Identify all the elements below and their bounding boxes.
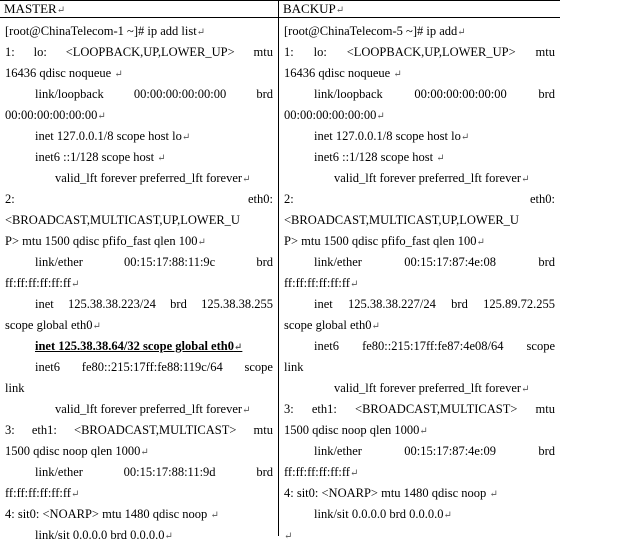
line-word: mtu bbox=[535, 402, 555, 416]
master-line bbox=[5, 21, 273, 42]
line-text: [root@ChinaTelecom-1 ~]# ip add list bbox=[5, 24, 197, 38]
line-text: valid_lft forever preferred_lft forever bbox=[55, 171, 243, 185]
line-word: link/ether bbox=[35, 465, 83, 479]
line-word: link/ether bbox=[314, 444, 362, 458]
line-text: inet6 ::1/128 scope host bbox=[314, 150, 434, 164]
line-word: 3: bbox=[5, 423, 15, 437]
backup-line bbox=[284, 399, 555, 420]
line-word: <BROADCAST,MULTICAST> bbox=[355, 402, 518, 416]
line-word: 00:15:17:88:11:9d bbox=[123, 465, 216, 479]
master-header bbox=[0, 1, 278, 18]
line-word: lo: bbox=[33, 45, 47, 59]
line-text: ff:ff:ff:ff:ff:ff bbox=[5, 276, 71, 290]
paragraph-mark: ↵ bbox=[197, 237, 206, 248]
backup-line bbox=[284, 462, 555, 483]
master-line bbox=[5, 441, 273, 462]
backup-line bbox=[284, 504, 555, 525]
line-word: mtu bbox=[535, 45, 555, 59]
backup-line bbox=[284, 357, 555, 378]
backup-body bbox=[279, 18, 560, 546]
line-word: mtu bbox=[253, 423, 273, 437]
paragraph-mark: ↵ bbox=[70, 489, 80, 500]
paragraph-mark: ↵ bbox=[521, 174, 530, 185]
paragraph-mark: ↵ bbox=[284, 531, 293, 542]
line-text: 4: sit0: <NOARP> mtu 1480 qdisc noop bbox=[284, 486, 487, 500]
backup-line bbox=[284, 42, 555, 63]
paragraph-mark: ↵ bbox=[457, 27, 466, 38]
line-text: P> mtu 1500 qdisc pfifo_fast qlen 100 bbox=[284, 234, 477, 248]
paragraph-mark: ↵ bbox=[349, 279, 359, 290]
line-text: 16436 qdisc noqueue bbox=[284, 66, 391, 80]
paragraph-mark: ↵ bbox=[181, 132, 191, 143]
master-column bbox=[0, 1, 279, 542]
line-text: <BROADCAST,MULTICAST,UP,LOWER_U bbox=[5, 213, 240, 227]
line-word: <BROADCAST,MULTICAST> bbox=[74, 423, 237, 437]
line-word: scope bbox=[244, 360, 273, 374]
line-word: 00:15:17:88:11:9c bbox=[124, 255, 216, 269]
line-text: inet 127.0.0.1/8 scope host lo bbox=[314, 129, 461, 143]
line-word: brd bbox=[538, 444, 555, 458]
paragraph-mark: ↵ bbox=[140, 447, 149, 458]
line-word: 2: bbox=[5, 192, 15, 206]
backup-line bbox=[284, 84, 555, 105]
line-text: link bbox=[284, 360, 304, 374]
line-text: inet 127.0.0.1/8 scope host lo bbox=[35, 129, 182, 143]
master-line bbox=[5, 231, 273, 252]
paragraph-mark: ↵ bbox=[521, 384, 530, 395]
line-text: <BROADCAST,MULTICAST,UP,LOWER_U bbox=[284, 213, 519, 227]
line-word: lo: bbox=[313, 45, 327, 59]
line-word: 00:00:00:00:00:00 bbox=[414, 87, 507, 101]
master-line-highlight bbox=[5, 336, 273, 357]
line-word: 125.38.38.223/24 bbox=[68, 297, 156, 311]
backup-line bbox=[284, 210, 555, 231]
line-word: <LOOPBACK,UP,LOWER_UP> bbox=[65, 45, 235, 59]
backup-line bbox=[284, 168, 555, 189]
paragraph-mark: ↵ bbox=[443, 510, 452, 521]
master-line bbox=[5, 420, 273, 441]
master-line bbox=[5, 189, 273, 210]
line-word: scope bbox=[526, 339, 555, 353]
master-line bbox=[5, 378, 273, 399]
backup-line bbox=[284, 294, 555, 315]
master-header-text: MASTER bbox=[4, 1, 57, 16]
master-line bbox=[5, 252, 273, 273]
backup-line bbox=[284, 231, 555, 252]
backup-line bbox=[284, 21, 555, 42]
line-word: eth0: bbox=[248, 192, 273, 206]
line-text: inet 125.38.38.64/32 scope global eth0 bbox=[35, 339, 234, 353]
paragraph-mark: ↵ bbox=[476, 237, 485, 248]
paragraph-mark: ↵ bbox=[210, 510, 219, 521]
line-text: P> mtu 1500 qdisc pfifo_fast qlen 100 bbox=[5, 234, 198, 248]
master-line bbox=[5, 315, 273, 336]
line-text: ff:ff:ff:ff:ff:ff bbox=[284, 465, 350, 479]
line-text: scope global eth0 bbox=[5, 318, 93, 332]
line-text: ff:ff:ff:ff:ff:ff bbox=[284, 276, 350, 290]
line-text: link bbox=[5, 381, 25, 395]
paragraph-mark: ↵ bbox=[97, 111, 106, 122]
backup-column bbox=[279, 1, 560, 542]
master-line bbox=[5, 168, 273, 189]
paragraph-mark: ↵ bbox=[92, 321, 101, 332]
line-text: 00:00:00:00:00:00 bbox=[284, 108, 377, 122]
backup-line bbox=[284, 441, 555, 462]
master-line bbox=[5, 525, 273, 546]
line-word: fe80::215:17ff:fe87:4e08/64 bbox=[362, 339, 504, 353]
line-text: scope global eth0 bbox=[284, 318, 372, 332]
line-word: brd bbox=[538, 255, 555, 269]
backup-line bbox=[284, 483, 555, 504]
line-text: 4: sit0: <NOARP> mtu 1480 qdisc noop bbox=[5, 507, 208, 521]
line-word: link/loopback bbox=[35, 87, 104, 101]
master-line bbox=[5, 399, 273, 420]
line-word: inet bbox=[35, 297, 54, 311]
backup-line bbox=[284, 63, 555, 84]
line-text: 1500 qdisc noop qlen 1000 bbox=[284, 423, 420, 437]
paragraph-mark: ↵ bbox=[335, 5, 345, 16]
line-word: 00:00:00:00:00:00 bbox=[133, 87, 227, 101]
line-word: 3: bbox=[284, 402, 294, 416]
backup-line bbox=[284, 420, 555, 441]
line-text: inet6 ::1/128 scope host bbox=[35, 150, 155, 164]
line-word: 00:15:17:87:4e:09 bbox=[404, 444, 496, 458]
paragraph-mark: ↵ bbox=[157, 153, 166, 164]
paragraph-mark: ↵ bbox=[489, 489, 498, 500]
paragraph-mark: ↵ bbox=[114, 69, 123, 80]
backup-line bbox=[284, 315, 555, 336]
line-word: 125.38.38.255 bbox=[201, 297, 273, 311]
master-line bbox=[5, 126, 273, 147]
paragraph-mark: ↵ bbox=[70, 279, 80, 290]
paragraph-mark: ↵ bbox=[376, 111, 385, 122]
master-line bbox=[5, 273, 273, 294]
master-line bbox=[5, 357, 273, 378]
master-line bbox=[5, 84, 273, 105]
paragraph-mark: ↵ bbox=[164, 531, 173, 542]
master-line bbox=[5, 63, 273, 84]
paragraph-mark: ↵ bbox=[196, 27, 206, 38]
master-line bbox=[5, 483, 273, 504]
line-word: eth1: bbox=[31, 423, 57, 437]
backup-line-empty bbox=[284, 525, 555, 546]
paragraph-mark: ↵ bbox=[460, 132, 470, 143]
line-word: link/ether bbox=[314, 255, 362, 269]
line-word: eth0: bbox=[530, 192, 555, 206]
line-word: inet6 bbox=[35, 360, 60, 374]
backup-line bbox=[284, 147, 555, 168]
line-word: 1: bbox=[284, 45, 294, 59]
backup-line bbox=[284, 378, 555, 399]
master-line bbox=[5, 147, 273, 168]
master-line bbox=[5, 504, 273, 525]
master-line bbox=[5, 105, 273, 126]
line-text: link/sit 0.0.0.0 brd 0.0.0.0 bbox=[35, 528, 165, 542]
master-line bbox=[5, 42, 273, 63]
line-word: <LOOPBACK,UP,LOWER_UP> bbox=[346, 45, 516, 59]
paragraph-mark: ↵ bbox=[371, 321, 380, 332]
line-text: 00:00:00:00:00:00 bbox=[5, 108, 98, 122]
line-word: 00:15:17:87:4e:08 bbox=[404, 255, 496, 269]
backup-header-text: BACKUP bbox=[283, 1, 336, 16]
master-line bbox=[5, 210, 273, 231]
line-word: 1: bbox=[5, 45, 15, 59]
line-text: ff:ff:ff:ff:ff:ff bbox=[5, 486, 71, 500]
backup-line bbox=[284, 105, 555, 126]
line-word: link/loopback bbox=[314, 87, 383, 101]
line-word: inet bbox=[314, 297, 333, 311]
line-word: brd bbox=[256, 255, 273, 269]
paragraph-mark: ↵ bbox=[436, 153, 445, 164]
paragraph-mark: ↵ bbox=[419, 426, 428, 437]
line-word: eth1: bbox=[311, 402, 337, 416]
backup-line bbox=[284, 336, 555, 357]
line-word: 2: bbox=[284, 192, 294, 206]
line-text: 16436 qdisc noqueue bbox=[5, 66, 112, 80]
backup-header bbox=[279, 1, 560, 18]
line-word: brd bbox=[170, 297, 187, 311]
line-word: brd bbox=[451, 297, 468, 311]
master-body bbox=[0, 18, 278, 546]
paragraph-mark: ↵ bbox=[233, 342, 243, 353]
line-word: brd bbox=[256, 465, 273, 479]
line-text: valid_lft forever preferred_lft forever bbox=[55, 402, 243, 416]
paragraph-mark: ↵ bbox=[393, 69, 402, 80]
line-word: mtu bbox=[253, 45, 273, 59]
backup-line bbox=[284, 126, 555, 147]
line-word: brd bbox=[256, 87, 273, 101]
paragraph-mark: ↵ bbox=[242, 174, 251, 185]
line-word: link/ether bbox=[35, 255, 83, 269]
backup-line bbox=[284, 273, 555, 294]
paragraph-mark: ↵ bbox=[349, 468, 359, 479]
line-text: valid_lft forever preferred_lft forever bbox=[334, 381, 522, 395]
backup-line bbox=[284, 189, 555, 210]
line-word: 125.38.38.227/24 bbox=[348, 297, 436, 311]
paragraph-mark: ↵ bbox=[56, 5, 66, 16]
master-line bbox=[5, 462, 273, 483]
line-text: 1500 qdisc noop qlen 1000 bbox=[5, 444, 141, 458]
line-text: valid_lft forever preferred_lft forever bbox=[334, 171, 522, 185]
master-line bbox=[5, 294, 273, 315]
line-word: inet6 bbox=[314, 339, 339, 353]
line-word: brd bbox=[538, 87, 555, 101]
line-word: fe80::215:17ff:fe88:119c/64 bbox=[81, 360, 223, 374]
line-text: link/sit 0.0.0.0 brd 0.0.0.0 bbox=[314, 507, 444, 521]
line-text: [root@ChinaTelecom-5 ~]# ip add bbox=[284, 24, 458, 38]
line-word: 125.89.72.255 bbox=[483, 297, 555, 311]
backup-line bbox=[284, 252, 555, 273]
paragraph-mark: ↵ bbox=[242, 405, 251, 416]
